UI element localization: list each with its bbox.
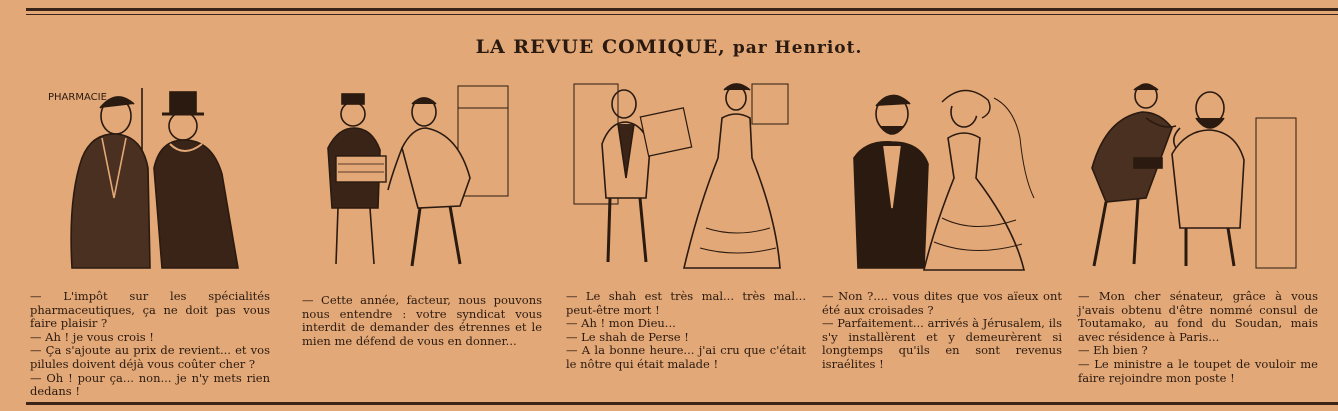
caption-5-line-2: — Eh bien ? [1078,343,1148,358]
caption-1-line-2: — Ah ! je vous crois ! [30,329,154,344]
caption-3-line-4: — A la bonne heure... j'ai cru que c'était le nôtre qui était malade ! [566,343,806,371]
bottom-rule [26,402,1338,405]
caption-4-line-2: — Parfaitement... arrivés à Jérusalem, ils s'y installèrent et y demeurèrent si longtemps qu'ils en sont revenus israélites ! [822,316,1062,371]
caption-3-line-1: — Le shah est très mal... très mal... peut-être mort ! [566,289,806,317]
caption-4-line-1: — Non ?.... vous dites que vos aïeux ont été aux croisades ? [822,289,1062,317]
caption-3-line-3: — Le shah de Perse ! [566,329,689,344]
page-title [0,36,1338,58]
caption-3 [566,290,806,372]
caption-2-line-1: — Cette année, facteur, nous pouvons nous entendre : votre syndicat vous interdit de demander des étrennes et le mien me défend de vous en donner... [302,293,542,348]
panel-5-illustration [1076,78,1306,276]
caption-4 [822,290,1062,372]
pharmacie-sign: PHARMACIE [48,92,107,103]
panel-4-illustration [824,78,1054,276]
caption-5 [1078,290,1318,385]
caption-1-line-4: — Oh ! pour ça... non... je n'y mets rien dedans ! [30,370,270,399]
top-rule [26,8,1338,11]
panel-2-illustration [308,78,538,276]
caption-1 [30,290,270,399]
top-rule-thin [26,14,1338,15]
caption-5-line-1: — Mon cher sénateur, grâce à vous j'avais obtenu d'être nommé consul de Toutamako, au fond du Soudan, mais avec résidence à Paris... [1078,289,1318,344]
caption-2 [302,294,542,348]
title-byline: par Henriot. [732,38,863,58]
caption-1-line-3: — Ça s'ajoute au prix de revient... et vos pilules doivent déjà vous coûter cher ? [30,343,270,371]
caption-5-line-3: — Le ministre a le toupet de vouloir me faire rejoindre mon poste ! [1078,356,1318,385]
panel-3-illustration [566,78,796,276]
title-text: LA REVUE COMIQUE, [475,36,726,58]
panel-1-illustration [42,78,272,276]
caption-1-line-1: — L'impôt sur les spécialités pharmaceutiques, ça ne doit pas vous faire plaisir ? [30,289,270,331]
caption-3-line-2: — Ah ! mon Dieu... [566,316,676,331]
